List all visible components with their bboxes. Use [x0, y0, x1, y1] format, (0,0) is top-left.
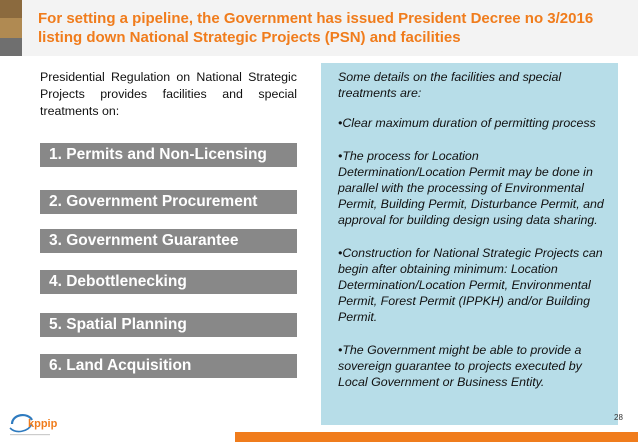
details-panel — [321, 63, 618, 425]
details-point: •Construction for National Strategic Projects can begin after obtaining minimum: Location Determination/Location Permit, Environmental Permit, Forest Permit (IPPKH) and/or Building Permit. — [338, 245, 603, 325]
header-thumbnail-image — [0, 0, 22, 56]
item-debottlenecking: 4. Debottlenecking — [40, 270, 297, 294]
details-point: •Clear maximum duration of permitting process — [338, 116, 596, 131]
details-intro: Some details on the facilities and special treatments are: — [338, 70, 562, 101]
details-point: •The Government might be able to provide a sovereign guarantee to projects executed by Local Government or Business Entity. — [338, 342, 582, 390]
kppip-logo — [6, 408, 66, 438]
item-procurement: 2. Government Procurement — [40, 190, 297, 214]
footer-accent-bar — [235, 432, 638, 442]
svg-text:kppip: kppip — [28, 418, 58, 430]
page-number: 28 — [614, 413, 623, 422]
item-land-acquisition: 6. Land Acquisition — [40, 354, 297, 378]
details-point: •The process for Location Determination/Location Permit may be done in parallel with the processing of Environmental Permit, Building Permit, Disturbance Permit, and approval for building design using data sharing. — [338, 148, 604, 228]
item-spatial-planning: 5. Spatial Planning — [40, 313, 297, 337]
intro-text: Presidential Regulation on National Strategic Projects provides facilities and special treatments on: — [40, 70, 297, 118]
slide-title: For setting a pipeline, the Government has issued President Decree no 3/2016 listing down National Strategic Projects (PSN) and facilities — [38, 10, 594, 46]
item-permits: 1. Permits and Non-Licensing — [40, 143, 297, 167]
header-band — [0, 0, 638, 56]
item-guarantee: 3. Government Guarantee — [40, 229, 297, 253]
